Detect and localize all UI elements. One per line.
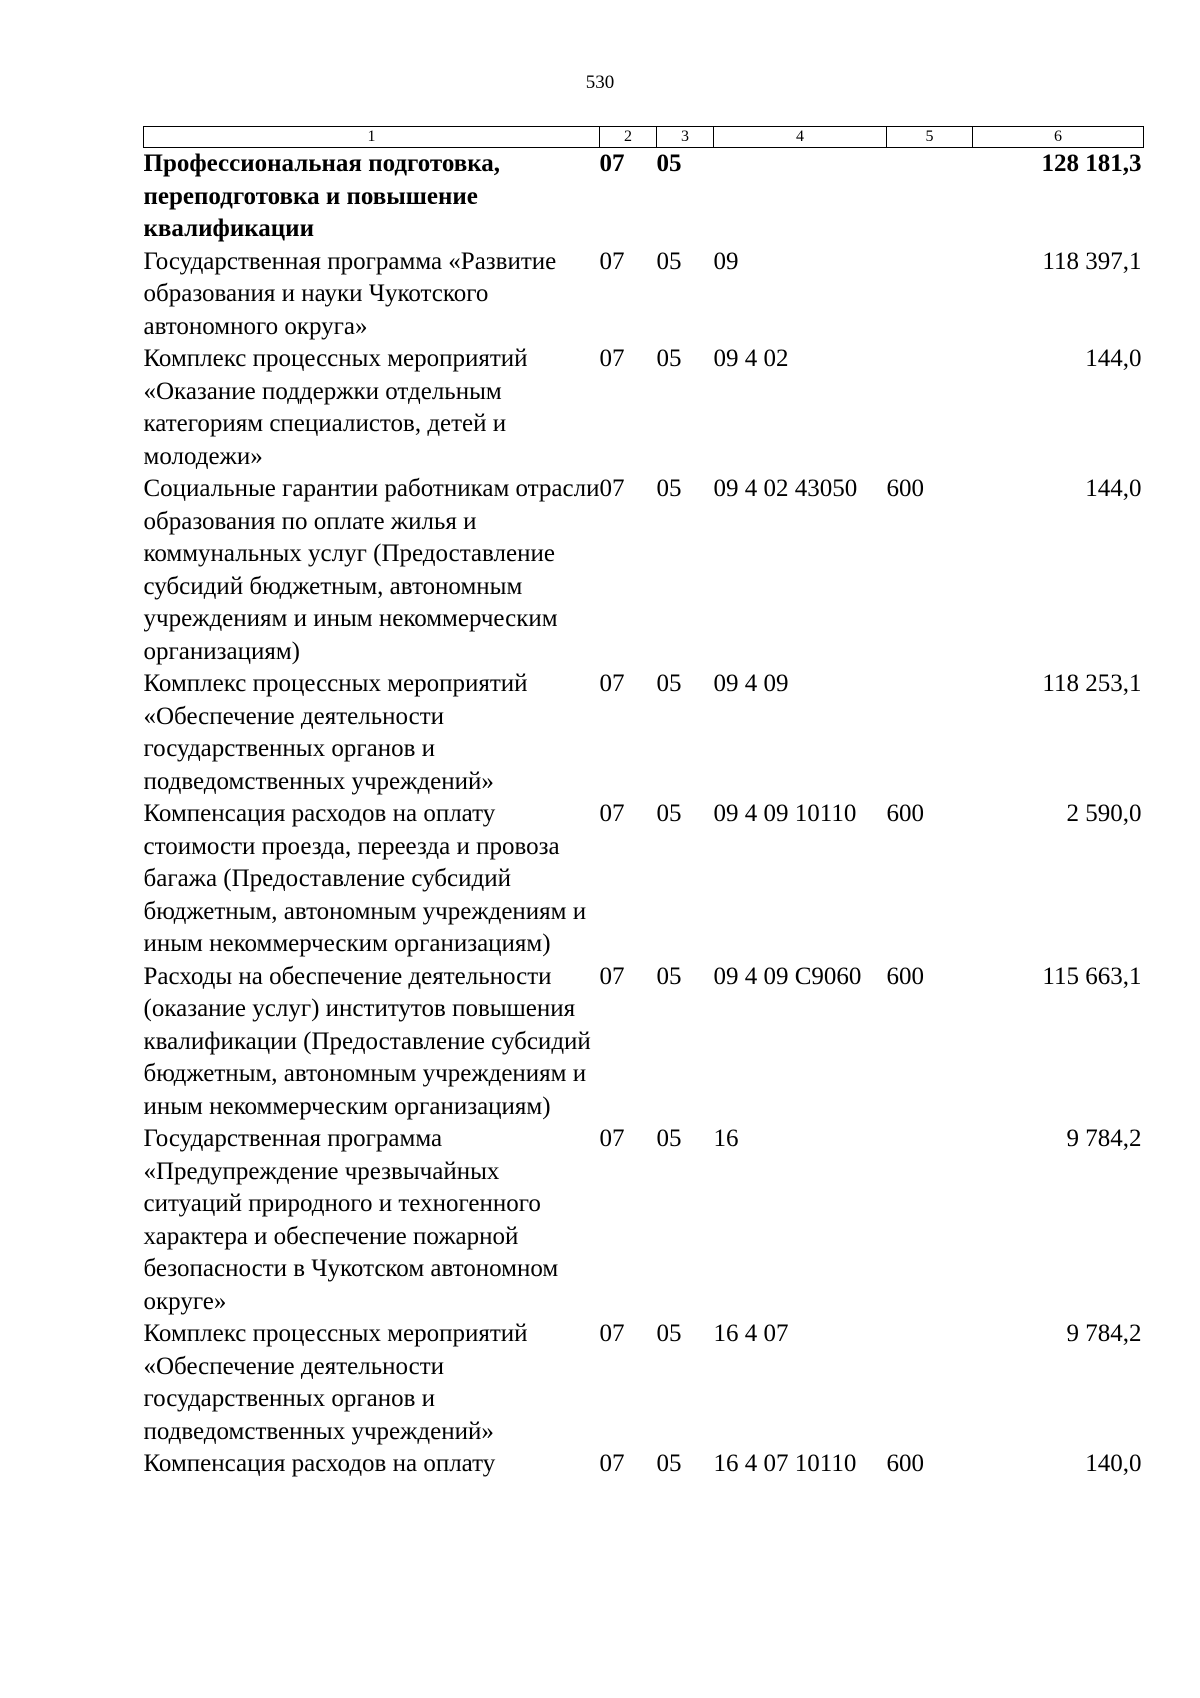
row-name: Компенсация расходов на оплату [143,1450,496,1477]
row-subsection: 05 [656,150,682,177]
row-section: 07 [599,1125,625,1152]
row-expense-type [887,148,973,246]
row-subsection: 05 [656,475,682,502]
row-amount: 144,0 [1085,475,1142,502]
row-target-article: 09 4 09 [713,670,789,697]
row-subsection: 05 [656,1320,682,1347]
row-amount: 118 253,1 [1042,670,1142,697]
header-col-4: 4 [714,127,887,148]
table-row [144,1318,1144,1448]
row-expense-type [887,343,973,473]
row-subsection: 05 [656,800,682,827]
header-col-1: 1 [144,127,600,148]
row-name: Комплекс процессных мероприятий «Обеспечение деятельности государственных органов и подведомственных учреждений» [143,670,528,795]
row-target-article: 09 4 02 43050 [713,475,858,502]
table-row [144,148,1144,246]
row-amount: 115 663,1 [1042,962,1142,990]
row-expense-type [887,1318,973,1448]
table-row [144,343,1144,473]
row-amount: 9 784,2 [1066,1320,1142,1347]
row-name: Комплекс процессных мероприятий «Обеспечение деятельности государственных органов и подведомственных учреждений» [143,1320,528,1445]
table-header [144,127,1144,148]
row-section: 07 [599,475,625,502]
header-col-5: 5 [887,127,973,148]
row-subsection: 05 [656,1450,682,1477]
table-row [144,1448,1144,1481]
row-section: 07 [599,962,625,990]
table-row [144,473,1144,668]
table-row [144,668,1144,798]
row-amount: 128 181,3 [1041,150,1142,177]
row-section: 07 [599,345,625,372]
row-amount: 118 397,1 [1042,247,1142,275]
row-amount: 140,0 [1085,1450,1142,1477]
row-target-article: 09 [713,247,739,275]
row-subsection: 05 [656,670,682,697]
header-col-6: 6 [973,127,1144,148]
row-name: Компенсация расходов на оплату стоимости проезда, переезда и провоза багажа (Предоставление субсидий бюджетным, автономным учреждениям и иным некоммерческим организациям) [143,800,587,957]
row-section: 07 [599,800,625,827]
row-expense-type: 600 [886,962,924,990]
row-target-article: 09 4 09 10110 [713,800,857,827]
row-target-article [714,148,887,246]
row-name: Государственная программа «Развитие образования и науки Чукотского автономного округа» [143,247,557,340]
row-subsection: 05 [656,247,682,275]
row-subsection: 05 [656,345,682,372]
row-target-article: 16 4 07 10110 [713,1450,857,1477]
row-expense-type [887,1123,973,1318]
row-subsection: 05 [656,1125,682,1152]
row-subsection: 05 [656,962,682,990]
row-expense-type: 600 [886,1450,924,1477]
row-target-article: 09 4 09 С9060 [713,962,862,990]
row-expense-type: 600 [886,475,924,502]
table-row [144,798,1144,961]
row-target-article: 16 [713,1125,739,1152]
row-amount: 144,0 [1085,345,1142,372]
row-section: 07 [599,150,625,177]
row-expense-type [887,668,973,798]
budget-table [143,126,1144,1481]
row-section: 07 [599,247,625,275]
row-section: 07 [599,1450,625,1477]
row-name: Государственная программа «Предупреждение чрезвычайных ситуаций природного и техногенного характера и обеспечение пожарной безопасности в Чукотском автономном округе» [143,1125,559,1315]
row-expense-type: 600 [886,800,924,827]
row-expense-type [887,246,973,344]
table-row [144,246,1144,344]
row-section: 07 [599,1320,625,1347]
row-name: Комплекс процессных мероприятий «Оказание поддержки отдельным категориям специалистов, детей и молодежи» [143,345,528,470]
row-amount: 9 784,2 [1066,1125,1142,1152]
header-col-2: 2 [600,127,657,148]
header-col-3: 3 [657,127,714,148]
table-row [144,961,1144,1124]
table-row [144,1123,1144,1318]
row-name: Расходы на обеспечение деятельности (оказание услуг) институтов повышения квалификации (Предоставление субсидий бюджетным, автономным учреждениям и иным некоммерческим организациям) [143,962,591,1120]
header-row [144,127,1144,148]
table-body [144,148,1144,1481]
row-target-article: 16 4 07 [713,1320,789,1347]
row-name: Социальные гарантии работникам отрасли образования по оплате жилья и коммунальных услуг (Предоставление субсидий бюджетным, автономным учреждениям и иным некоммерческим организациям) [143,475,600,665]
row-amount: 2 590,0 [1066,800,1142,827]
page-number: 530 [585,72,615,93]
row-section: 07 [599,670,625,697]
row-name: Профессиональная подготовка, переподготовка и повышение квалификации [143,150,501,242]
row-target-article: 09 4 02 [713,345,789,372]
